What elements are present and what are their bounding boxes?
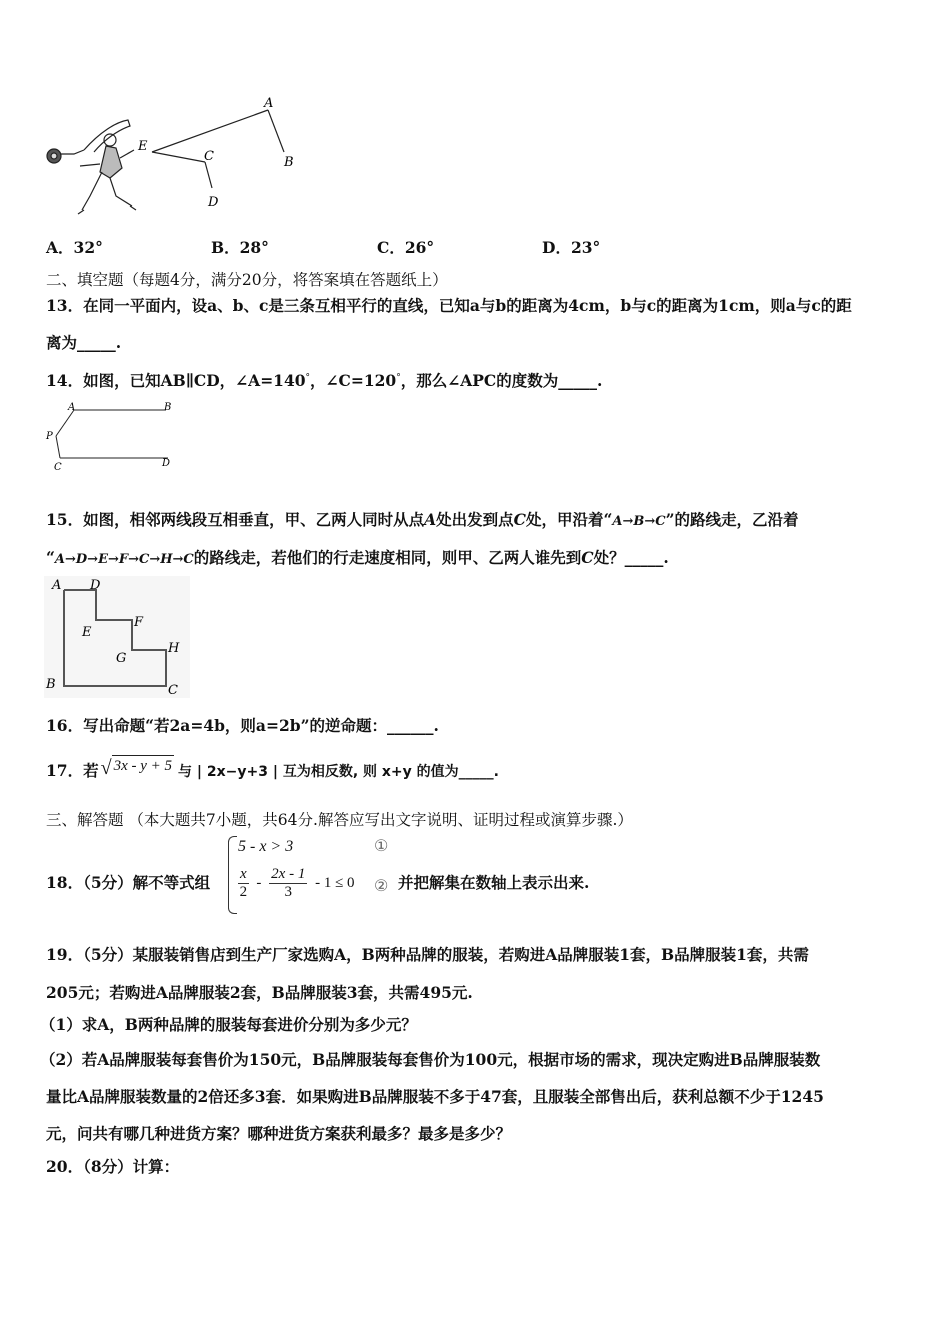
q19-line4: （2）若A品牌服装每套售价为150元，B品牌服装每套售价为100元，根据市场的需求，现决定购进B品牌服装数	[40, 1050, 821, 1069]
q18-mark2: ②	[374, 878, 389, 895]
section2-title: 二、填空题（每题4分，满分20分，将答案填在答题纸上）	[46, 271, 448, 289]
q18-tail: - 1 ≤ 0	[315, 875, 355, 891]
fig15-label-D: D	[90, 578, 101, 593]
q17-prefix: 17．若	[46, 761, 99, 780]
fig15-label-H: H	[168, 641, 180, 656]
option-value: 28°	[239, 238, 269, 257]
q12-option-b	[211, 236, 269, 258]
q14-text-b: ，∠C=120	[310, 371, 397, 391]
option-value: 32°	[73, 238, 103, 257]
fig14-label-D: D	[162, 458, 171, 469]
fig15-label-C: C	[168, 683, 178, 698]
q15-figure	[44, 576, 190, 698]
fig14-label-B: B	[164, 402, 172, 413]
q18-prefix: 18．（5分）解不等式组	[46, 873, 211, 892]
q19-line6: 元，问共有哪几种进货方案？哪种进货方案获利最多？最多是多少？	[46, 1124, 512, 1143]
q16-text: 16．写出命题“若2a=4b，则a=2b”的逆命题：______.	[46, 716, 439, 735]
q13-line1: 13．在同一平面内，设a、b、c是三条互相平行的直线，已知a与b的距离为4cm，b与c的距离为1cm，则a与c的距	[46, 296, 852, 315]
q18-ineq2	[238, 866, 355, 901]
q19-line1: 19．（5分）某服装销售店到生产厂家选购A，B两种品牌的服装，若购进A品牌服装1套，B品牌服装1套，共需	[46, 945, 809, 964]
q15-text-1b: 处出发到点	[436, 510, 514, 529]
q19-line5: 量比A品牌服装数量的2倍还多3套．如果购进B品牌服装不多于47套，且服装全部售出后，获利总额不少于1245	[46, 1087, 824, 1106]
q15-text-2b: 的路线走，若他们的行走速度相同，则甲、乙两人谁先到	[193, 548, 582, 567]
q15-point-a: A	[424, 510, 437, 529]
q12-option-d	[542, 236, 600, 258]
q14-figure	[40, 398, 190, 476]
q18-minus: -	[256, 875, 262, 891]
kite-flyer-illustration	[47, 120, 136, 214]
option-value: 26°	[404, 238, 435, 257]
fig14-label-P: P	[46, 431, 53, 442]
q15-line1	[46, 510, 799, 532]
option-letter: A．	[46, 238, 74, 257]
q15-text-2c: 处？_____.	[593, 548, 669, 567]
q19-line3: （1）求A，B两种品牌的服装每套进价分别为多少元？	[40, 1015, 417, 1034]
q15-text-1c: 处，甲沿着“	[525, 510, 613, 529]
q15-point-c: C	[513, 510, 526, 529]
q14-text-a: 14．如图，已知AB∥CD，∠A=140	[46, 371, 306, 391]
q15-route-1: A→B→C	[612, 514, 666, 529]
q20-text: 20．（8分）计算：	[46, 1157, 180, 1176]
option-letter: B．	[211, 238, 240, 257]
q17-text	[46, 757, 499, 782]
frac-2	[269, 866, 307, 901]
q15-text-1d: ”的路线走，乙沿着	[665, 510, 799, 529]
angle-lines	[152, 110, 284, 188]
q18-ineq1: 5 - x > 3	[238, 838, 294, 855]
q12-option-c	[377, 236, 434, 258]
frac1-den: 2	[239, 884, 248, 900]
q12-figure	[40, 92, 310, 222]
q15-line2	[46, 548, 669, 570]
fig14-label-A: A	[68, 402, 76, 413]
q12-option-a	[46, 236, 103, 258]
fig15-label-A: A	[52, 578, 62, 593]
frac2-den: 3	[284, 884, 292, 900]
frac1-num: x	[240, 866, 247, 882]
frac2-num: 2x - 1	[271, 866, 306, 882]
q18-mark1: ①	[374, 838, 389, 855]
system-brace	[228, 836, 237, 914]
q14-deg2: °	[396, 373, 401, 383]
q18-suffix: 并把解集在数轴上表示出来.	[398, 873, 590, 892]
q13-line2: 离为_____.	[46, 333, 122, 352]
fig15-label-B: B	[46, 677, 56, 692]
q17-sqrt	[100, 757, 174, 782]
q15-text-2a: “	[46, 548, 55, 567]
section3-title: 三、解答题 （本大题共7小题，共64分.解答应写出文字说明、证明过程或演算步骤.）	[46, 811, 633, 829]
option-letter: D．	[542, 238, 571, 257]
fig15-label-G: G	[116, 651, 127, 666]
q15-point-c2: C	[581, 548, 594, 567]
q14-text	[46, 368, 602, 391]
fig12-label-E: E	[138, 139, 148, 154]
fig12-label-B: B	[284, 155, 294, 170]
fig12-label-D: D	[208, 195, 219, 210]
q18-system	[228, 834, 398, 914]
q14-text-c: ，那么∠APC的度数为_____.	[400, 371, 603, 391]
fig12-label-C: C	[204, 149, 214, 164]
option-value: 23°	[570, 238, 601, 257]
q14-deg1: °	[305, 373, 311, 383]
option-letter: C．	[377, 238, 405, 257]
fig15-label-E: E	[82, 625, 92, 640]
fig15-label-F: F	[134, 615, 144, 630]
fig12-label-A: A	[264, 96, 274, 111]
q17-suffix: 与 | 2x−y+3 | 互为相反数, 则 x+y 的值为_____.	[178, 764, 499, 780]
q15-route-2: A→D→E→F→C→H→C	[54, 552, 194, 567]
q15-text-1a: 15．如图，相邻两线段互相垂直，甲、乙两人同时从点	[46, 510, 425, 529]
fig14-label-C: C	[54, 462, 62, 473]
q19-line2: 205元；若购进A品牌服装2套，B品牌服装3套，共需495元.	[46, 983, 473, 1002]
frac-1	[238, 866, 249, 901]
q17-radicand: 3x - y + 5	[112, 755, 174, 776]
sqrt-icon: √	[100, 757, 112, 779]
